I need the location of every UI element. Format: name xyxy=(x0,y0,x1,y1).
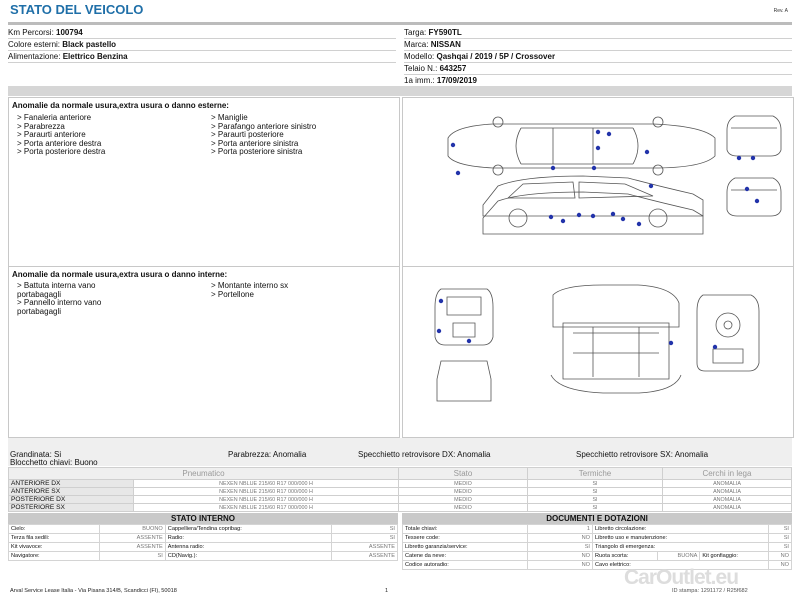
damage-item: portabagagli xyxy=(17,289,62,299)
field-label: Codice autoradio: xyxy=(403,561,528,570)
tyre-cell: SI xyxy=(528,496,663,504)
field-value: SI xyxy=(332,534,398,543)
tyre-cell: NEXEN NBLUE 215/60 R17 000/000 H xyxy=(134,496,399,504)
field-label: Libretto circolazione: xyxy=(593,525,769,534)
field-value: NO xyxy=(528,534,593,543)
field-value: SI xyxy=(332,525,398,534)
field-value: SI xyxy=(100,552,166,561)
documents-table xyxy=(402,524,792,570)
tyre-cell: SI xyxy=(528,480,663,488)
external-damage-list-2 xyxy=(211,114,316,157)
tyre-cell: SI xyxy=(528,488,663,496)
field-label: Tessere code: xyxy=(403,534,528,543)
table-row xyxy=(403,534,792,543)
footer-print-id: ID stampa: 1291172 / R25f682 xyxy=(672,588,748,594)
thermal-header: Termiche xyxy=(528,468,663,480)
damage-item: > Porta posteriore destra xyxy=(17,147,106,156)
damage-item: > Paraurti anteriore xyxy=(17,130,86,139)
damage-item: > Parafango anteriore sinistro xyxy=(211,121,317,131)
table-row xyxy=(403,552,792,561)
tyre-cell: NEXEN NBLUE 215/60 R17 000/000 H xyxy=(134,488,399,496)
field-label: Kit gonfiaggio: xyxy=(700,552,769,561)
table-row xyxy=(9,534,398,543)
internal-state-table xyxy=(8,524,398,561)
summary-band xyxy=(8,438,792,466)
field-value: ASSENTE xyxy=(100,543,166,552)
field-label: Cappelliera/Tendina copribag: xyxy=(165,525,332,534)
field-label: CD(Navig.): xyxy=(165,552,332,561)
tyre-position: ANTERIORE DX xyxy=(9,480,134,488)
damage-item: > Maniglie xyxy=(211,113,248,122)
watermark-logo: CarOutlet.eu xyxy=(624,566,739,589)
tyre-header: Pneumatico xyxy=(9,468,399,480)
field-label: Antenna radio: xyxy=(165,543,332,552)
field-value: SI xyxy=(769,525,792,534)
field-value: 1 xyxy=(528,525,593,534)
damage-item: portabagagli xyxy=(17,306,62,316)
field-label: Radio: xyxy=(165,534,332,543)
field-label: Terza fila sedili: xyxy=(9,534,100,543)
rims-header: Cerchi in lega xyxy=(663,468,792,480)
mirror-right-text: Specchietto retrovisore DX: Anomalia xyxy=(358,450,491,459)
table-row xyxy=(9,504,792,512)
table-row xyxy=(9,552,398,561)
internal-damage-heading: Anomalie da normale usura,extra usura o danno interne: xyxy=(12,270,228,279)
field-label: Ruota scorta: xyxy=(593,552,658,561)
damage-item: > Montante interno sx xyxy=(211,281,289,290)
damage-item: > Fanaleria anteriore xyxy=(17,113,92,122)
damage-item: > Porta posteriore sinistra xyxy=(211,147,303,156)
revision-label: Rev. A xyxy=(773,8,788,14)
field-value: ASSENTE xyxy=(332,543,398,552)
field-label: Catene da neve: xyxy=(403,552,528,561)
field-label: Cielo: xyxy=(9,525,100,534)
external-damage-heading: Anomalie da normale usura,extra usura o danno esterne: xyxy=(12,101,229,110)
tyre-cell: ANOMALIA xyxy=(663,496,792,504)
car-exterior-diagram xyxy=(403,98,793,266)
damage-item: > Paraurti posteriore xyxy=(211,130,284,139)
internal-state-section xyxy=(8,513,398,561)
table-row xyxy=(9,480,792,488)
field-label: Triangolo di emergenza: xyxy=(593,543,769,552)
documents-heading: DOCUMENTI E DOTAZIONI xyxy=(402,513,792,524)
section-band xyxy=(8,86,792,96)
damage-item: > Porta anteriore sinistra xyxy=(211,138,299,148)
tyre-position: POSTERIORE SX xyxy=(9,504,134,512)
internal-damage-panel xyxy=(8,266,400,438)
damage-item: > Battuta interna vano xyxy=(17,281,96,290)
field-label: Libretto uso e manutenzione: xyxy=(593,534,769,543)
color-row: Colore esterni: Black pastello xyxy=(8,39,396,51)
mirror-left-text: Specchietto retrovisore SX: Anomalia xyxy=(576,450,709,459)
internal-diagram-panel xyxy=(402,266,794,438)
parabrezza-text: Parabrezza: Anomalia xyxy=(228,450,307,459)
page-title: STATO DEL VEICOLO xyxy=(10,2,144,17)
key-lock-text: Blocchetto chiavi: Buono xyxy=(10,458,98,467)
internal-damage-list-1 xyxy=(17,282,101,316)
km-row: Km Percorsi: 100794 xyxy=(8,27,396,39)
field-value: NO xyxy=(769,561,792,570)
table-row xyxy=(9,525,398,534)
damage-item: > Porta anteriore destra xyxy=(17,138,102,148)
tyre-cell: NEXEN NBLUE 215/60 R17 000/000 H xyxy=(134,480,399,488)
model-row: Modello: Qashqai / 2019 / 5P / Crossover xyxy=(404,51,792,63)
tyre-cell: SI xyxy=(528,504,663,512)
internal-state-heading: STATO INTERNO xyxy=(8,513,398,524)
table-row xyxy=(403,543,792,552)
registration-row: 1a imm.: 17/09/2019 xyxy=(404,75,792,87)
damage-item: > Parabrezza xyxy=(17,121,65,131)
plate-row: Targa: FY590TL xyxy=(404,27,792,39)
field-value: NO xyxy=(528,552,593,561)
field-label: Totale chiavi: xyxy=(403,525,528,534)
external-diagram-panel xyxy=(402,97,794,267)
field-label: Kit vivavoce: xyxy=(9,543,100,552)
table-row xyxy=(9,496,792,504)
tyres-table xyxy=(8,467,792,512)
field-label: Cavo elettrico: xyxy=(593,561,769,570)
tyre-cell: MEDIO xyxy=(399,488,528,496)
field-value: NO xyxy=(769,552,792,561)
table-row xyxy=(403,525,792,534)
field-value: SI xyxy=(769,534,792,543)
tyre-cell: ANOMALIA xyxy=(663,488,792,496)
field-value: BUONO xyxy=(100,525,166,534)
tyre-cell: MEDIO xyxy=(399,496,528,504)
table-row xyxy=(9,488,792,496)
tyre-cell: NEXEN NBLUE 215/60 R17 000/000 H xyxy=(134,504,399,512)
external-damage-list-1 xyxy=(17,114,105,157)
field-label: Libretto garanzia/service: xyxy=(403,543,528,552)
state-header: Stato xyxy=(399,468,528,480)
table-row xyxy=(9,543,398,552)
fuel-row: Alimentazione: Elettrico Benzina xyxy=(8,51,396,63)
footer-company: Arval Service Lease Italia - Via Pisana 314/B, Scandicci (FI), 50018 xyxy=(10,588,177,594)
field-value: SI xyxy=(769,543,792,552)
tyre-position: POSTERIORE DX xyxy=(9,496,134,504)
external-damage-panel xyxy=(8,97,400,267)
vehicle-info-left xyxy=(8,27,396,63)
tyre-cell: MEDIO xyxy=(399,480,528,488)
tyre-position: ANTERIORE SX xyxy=(9,488,134,496)
grandinata-text: Grandinata: Si xyxy=(10,450,62,459)
tyre-cell: ANOMALIA xyxy=(663,504,792,512)
make-row: Marca: NISSAN xyxy=(404,39,792,51)
field-value: NO xyxy=(528,561,593,570)
field-value: BUONA xyxy=(658,552,700,561)
internal-damage-list-2 xyxy=(211,282,288,299)
field-value: ASSENTE xyxy=(100,534,166,543)
damage-item: > Pannello interno vano xyxy=(17,298,102,307)
tyre-cell: MEDIO xyxy=(399,504,528,512)
tyre-cell: ANOMALIA xyxy=(663,480,792,488)
chassis-row: Telaio N.: 643257 xyxy=(404,63,792,75)
documents-section xyxy=(402,513,792,570)
title-rule xyxy=(8,22,792,25)
damage-item: > Portellone xyxy=(211,289,254,299)
footer-page-number: 1 xyxy=(385,588,389,594)
field-value: SI xyxy=(528,543,593,552)
field-label: Navigatore: xyxy=(9,552,100,561)
field-value: ASSENTE xyxy=(332,552,398,561)
vehicle-info-right xyxy=(404,27,792,87)
car-interior-diagram xyxy=(403,267,793,437)
